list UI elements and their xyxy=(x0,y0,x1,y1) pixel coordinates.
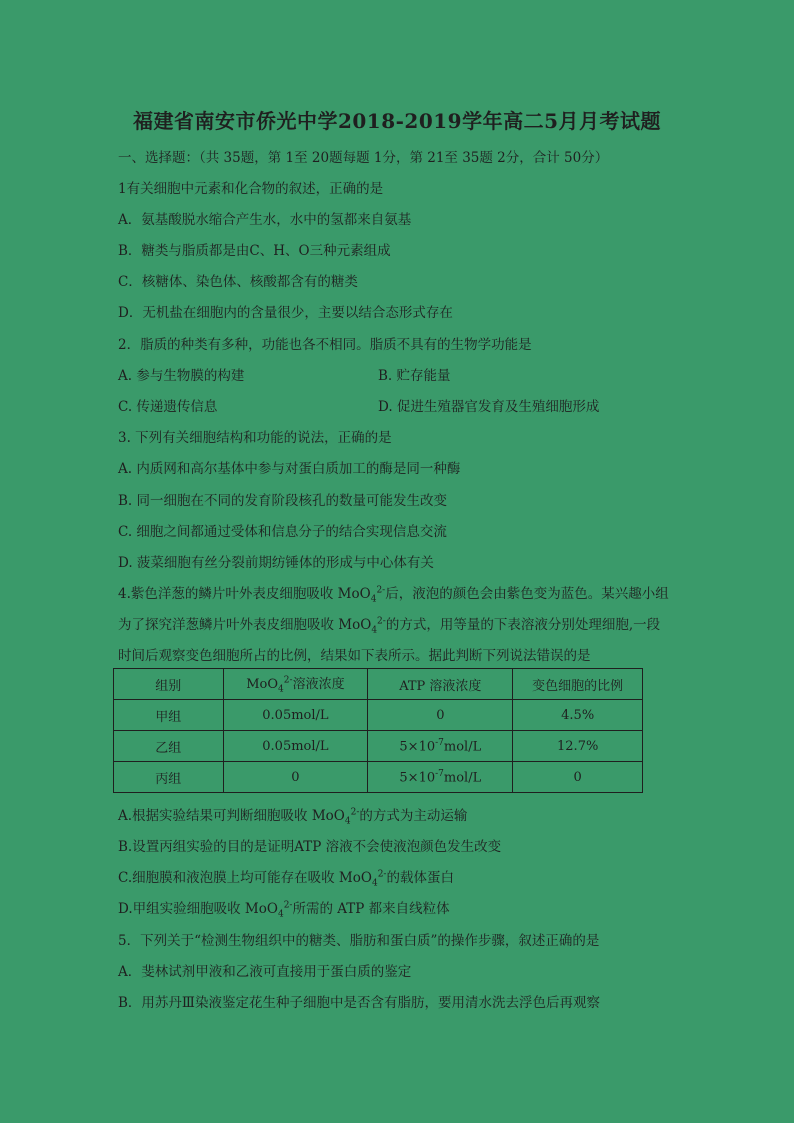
question-4-option-c: C.细胞膜和液泡膜上均可能存在吸收 MoO$_4^{2-}$的载体蛋白 xyxy=(118,869,454,889)
table-cell: 0 xyxy=(513,762,643,793)
question-5-option-b: B．用苏丹Ⅲ染液鉴定花生种子细胞中是否含有脂肪，要用清水洗去浮色后再观察 xyxy=(118,995,600,1011)
question-1-option-d: D．无机盐在细胞内的含量很少，主要以结合态形式存在 xyxy=(118,305,453,321)
table-cell: 0 xyxy=(368,700,513,731)
table-cell: $5\times 10^{-7}mol/L$ xyxy=(368,762,513,793)
table-cell: 甲组 xyxy=(114,700,224,731)
table-cell: $5\times 10^{-7}mol/L$ xyxy=(368,731,513,762)
table-header-cell: ATP 溶液浓度 xyxy=(368,669,513,700)
table-cell: 乙组 xyxy=(114,731,224,762)
table-cell: 4.5% xyxy=(513,700,643,731)
table-cell: 0.05mol/L xyxy=(223,700,368,731)
question-2-option-a: A. 参与生物膜的构建 xyxy=(118,368,245,384)
question-4-stem-line-2: 为了探究洋葱鳞片叶外表皮细胞吸收 MoO$_4^{2-}$的方式，用等量的下表溶液分别处理细胞,一段 xyxy=(118,616,661,636)
question-2-option-c: C. 传递遗传信息 xyxy=(118,399,218,415)
question-3-stem: 3. 下列有关细胞结构和功能的说法，正确的是 xyxy=(118,430,392,446)
question-1-option-a: A．氨基酸脱水缩合产生水，水中的氢都来自氨基 xyxy=(118,212,412,228)
table-header-row xyxy=(114,669,643,700)
question-4-stem-line-1: 4.紫色洋葱的鳞片叶外表皮细胞吸收 MoO$_4^{2-}$后，液泡的颜色会由紫色变为蓝色。某兴趣小组 xyxy=(118,585,669,605)
table-row xyxy=(114,762,643,793)
table-row xyxy=(114,700,643,731)
question-2-option-d: D. 促进生殖器官发育及生殖细胞形成 xyxy=(378,399,600,415)
question-1-option-c: C．核糖体、染色体、核酸都含有的糖类 xyxy=(118,274,358,290)
table-cell: 丙组 xyxy=(114,762,224,793)
table-cell: 0 xyxy=(223,762,368,793)
question-3-option-a: A. 内质网和高尔基体中参与对蛋白质加工的酶是同一种酶 xyxy=(118,461,461,477)
question-4-option-a: A.根据实验结果可判断细胞吸收 MoO$_4^{2-}$的方式为主动运输 xyxy=(118,807,468,827)
question-3-option-b: B. 同一细胞在不同的发育阶段核孔的数量可能发生改变 xyxy=(118,493,448,509)
section-header: 一、选择题：（共 35题，第 1至 20题每题 1分，第 21至 35题 2分，合计 50分） xyxy=(118,150,609,166)
question-3-option-d: D. 菠菜细胞有丝分裂前期纺锤体的形成与中心体有关 xyxy=(118,555,434,571)
question-4-stem-line-3: 时间后观察变色细胞所占的比例，结果如下表所示。据此判断下列说法错误的是 xyxy=(118,648,591,664)
table-row xyxy=(114,731,643,762)
question-3-option-c: C. 细胞之间都通过受体和信息分子的结合实现信息交流 xyxy=(118,524,447,540)
page-title: 福建省南安市侨光中学2018-2019学年高二5月月考试题 xyxy=(132,109,662,133)
table-header-cell: MoO$_4^{2-}$溶液浓度 xyxy=(223,669,368,700)
table-header-cell: 组别 xyxy=(114,669,224,700)
question-4-option-b: B.设置丙组实验的目的是证明ATP 溶液不会使液泡颜色发生改变 xyxy=(118,839,502,855)
table-header-cell: 变色细胞的比例 xyxy=(513,669,643,700)
table-cell: 0.05mol/L xyxy=(223,731,368,762)
question-2-stem: 2．脂质的种类有多种，功能也各不相同。脂质不具有的生物学功能是 xyxy=(118,337,532,353)
question-2-option-b: B. 贮存能量 xyxy=(378,368,451,384)
question-4-option-d: D.甲组实验细胞吸收 MoO$_4^{2-}$所需的 ATP 都来自线粒体 xyxy=(118,900,450,920)
table-cell: 12.7% xyxy=(513,731,643,762)
experiment-table xyxy=(113,668,643,793)
question-1-option-b: B．糖类与脂质都是由C、H、O三种元素组成 xyxy=(118,243,391,259)
question-1-stem: 1有关细胞中元素和化合物的叙述，正确的是 xyxy=(118,181,384,197)
question-5-stem: 5．下列关于“检测生物组织中的糖类、脂肪和蛋白质”的操作步骤，叙述正确的是 xyxy=(118,933,600,949)
question-5-option-a: A．斐林试剂甲液和乙液可直接用于蛋白质的鉴定 xyxy=(118,964,412,980)
